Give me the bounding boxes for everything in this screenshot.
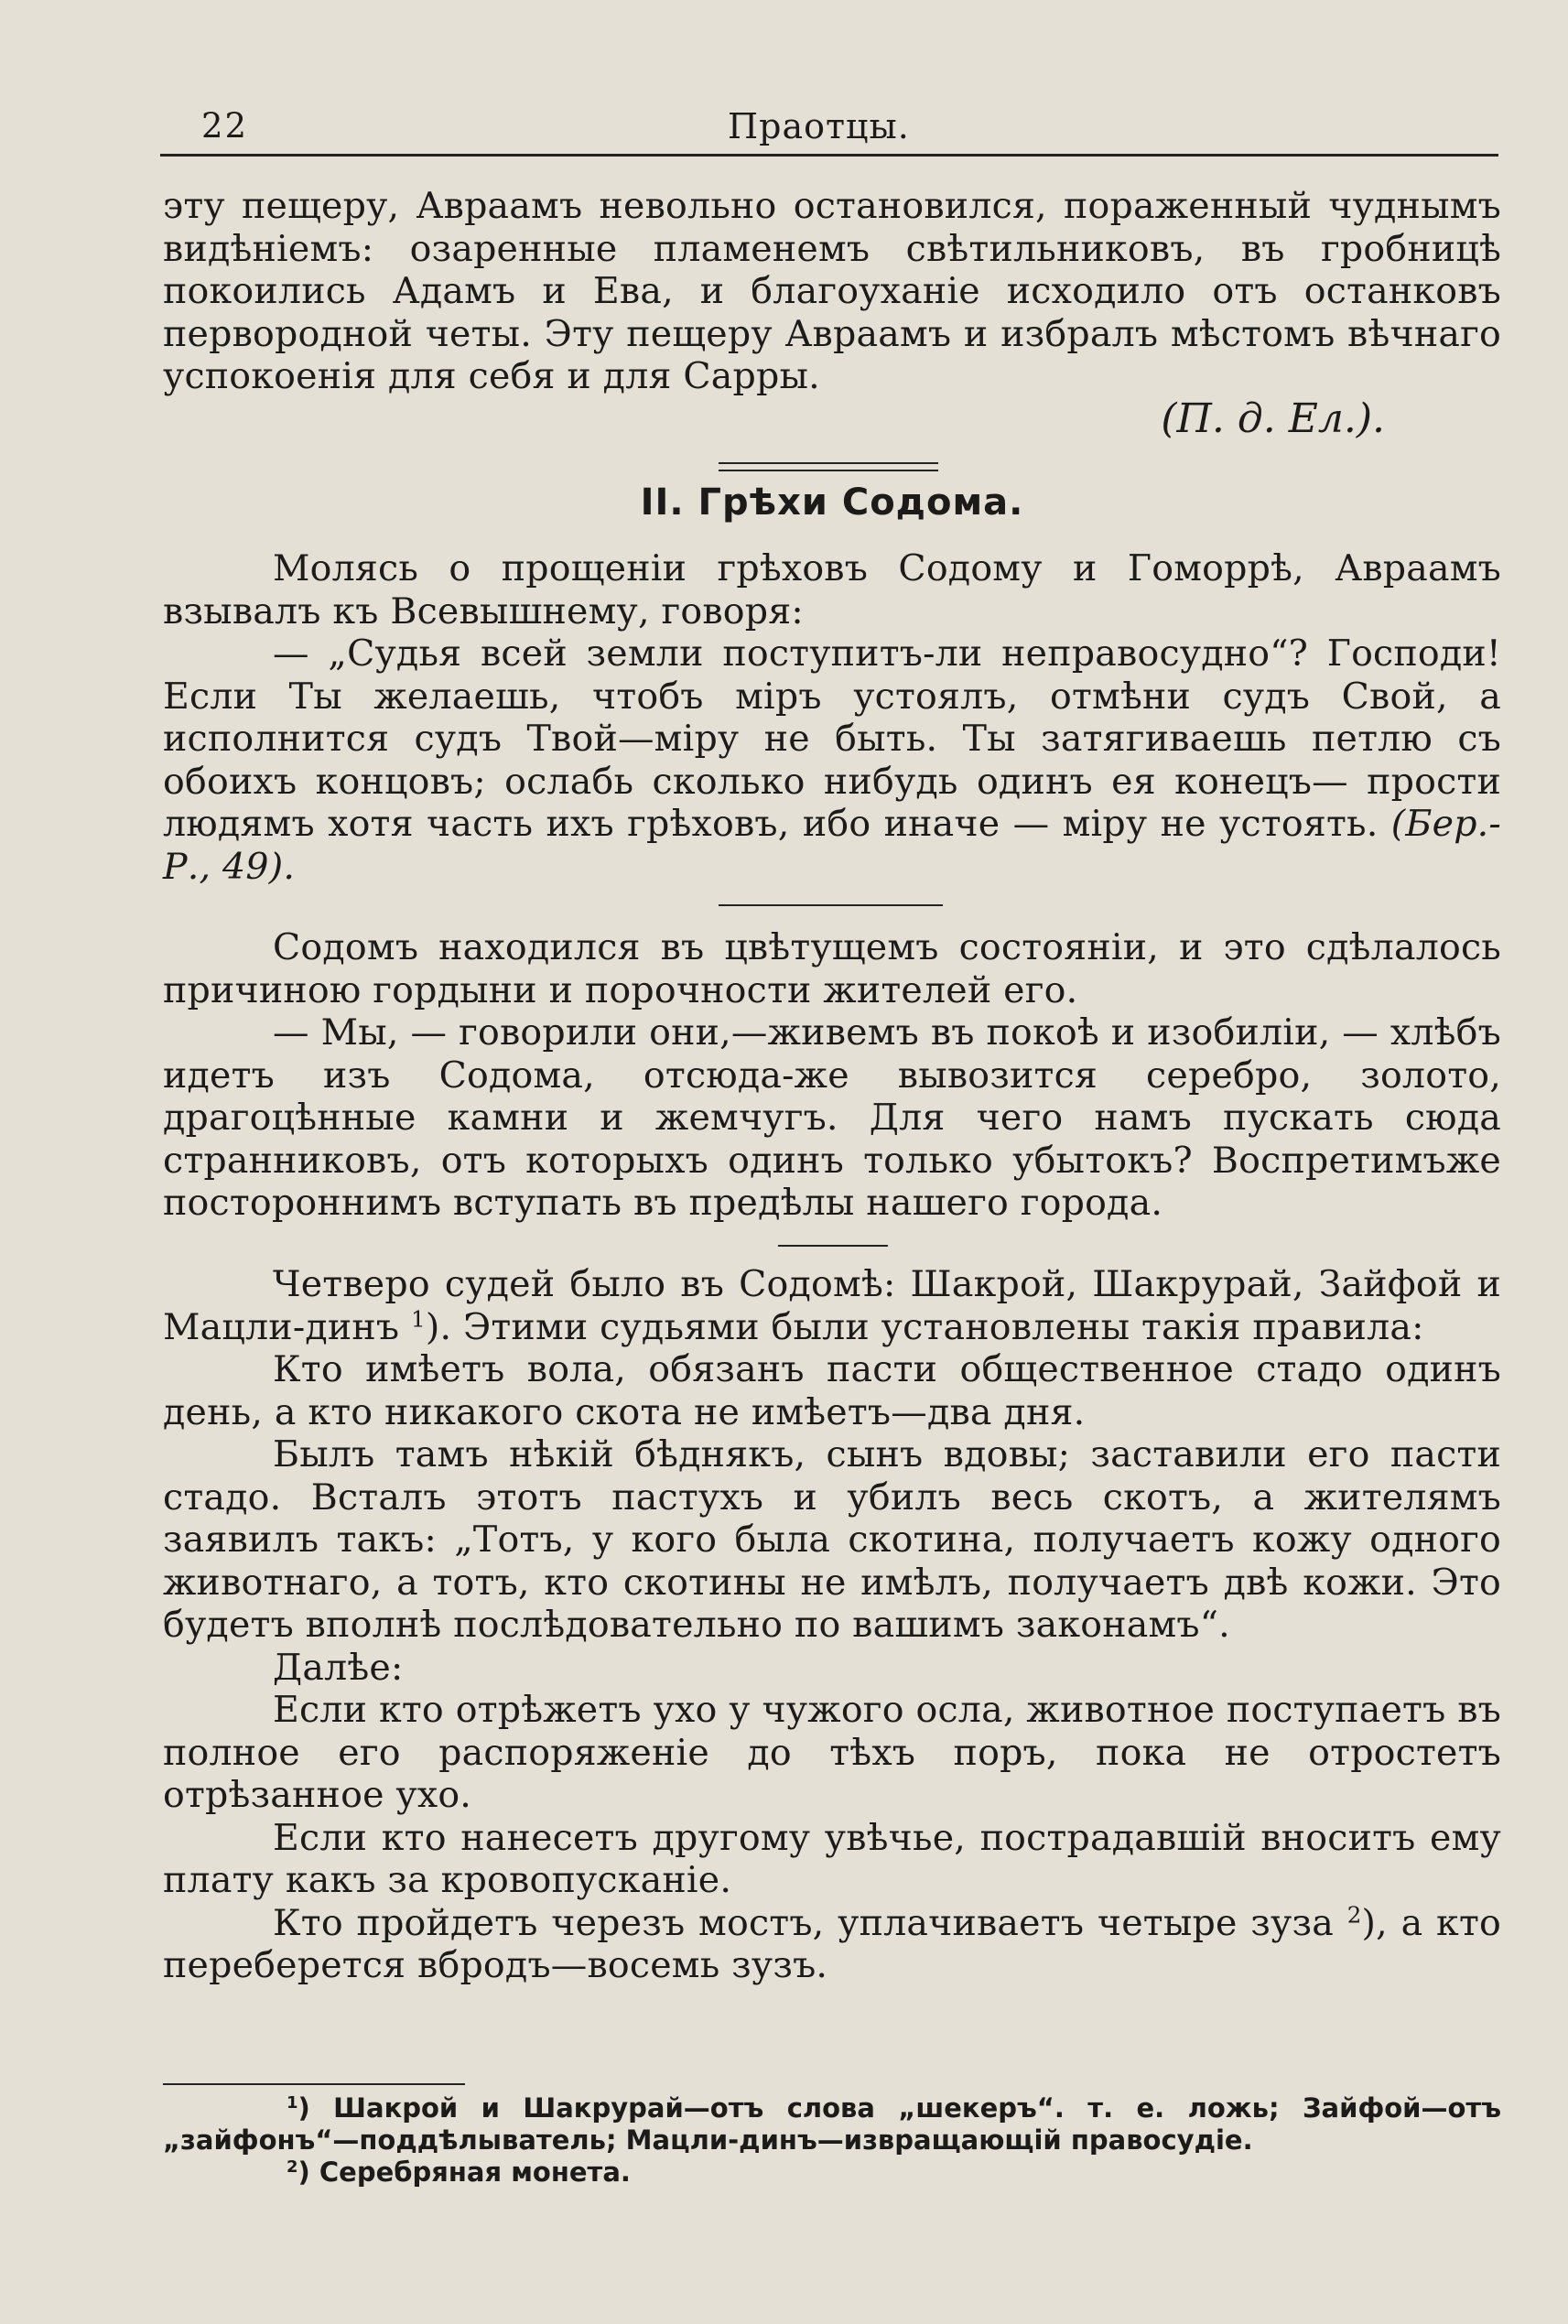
running-head	[160, 103, 1497, 157]
footnote-mark-2: 2	[1346, 1901, 1362, 1929]
ox-rule-paragraph: Кто имѣетъ вола, обязанъ пасти общественное стадо одинъ день, а кто никакого скота не имѣетъ—два дня.	[163, 1348, 1501, 1433]
footnote-1-text: ) Шакрой и Шакрурай—отъ слова „шекеръ“. т. е. ложь; Зайфой—отъ „зайфонъ“—поддѣлыватель; Мацли-динъ—извращающій правосудіе.	[163, 2092, 1501, 2156]
prayer-intro-paragraph: Молясь о прощеніи грѣховъ Содому и Гоморрѣ, Авраамъ взывалъ къ Всевышнему, говоря:	[163, 547, 1501, 632]
footnote-2-mark: 2	[287, 2157, 298, 2178]
footnote-rule	[163, 2083, 465, 2085]
section-sodom-prosperity	[163, 926, 1501, 1225]
cave-source-citation: (П. д. Ел.).	[1161, 395, 1385, 442]
section-cave-text	[163, 185, 1501, 398]
divider-rule	[778, 1245, 888, 1247]
bridge-text-before: Кто пройдетъ черезъ мостъ, уплачиваетъ четыре зуза	[273, 1901, 1334, 1944]
section-title: II. Грѣхи Содома.	[640, 481, 1024, 524]
judges-text-after: ). Этими судьями были установлены такія правила:	[425, 1305, 1424, 1348]
footnote-2-text: ) Серебряная монета.	[297, 2156, 631, 2188]
footnote-mark-1: 1	[411, 1305, 426, 1333]
donkey-ear-paragraph: Если кто отрѣжетъ ухо у чужого осла, животное поступаетъ въ полное его распоряженіе до тѣхъ поръ, пока не отростетъ отрѣзанное ухо.	[163, 1689, 1501, 1816]
section-divider-double	[719, 462, 938, 471]
header-rule	[160, 154, 1498, 157]
cave-paragraph: эту пещеру, Авраамъ невольно остановился, пораженный чуднымъ видѣніемъ: озаренные пламенемъ свѣтильниковъ, въ гробницѣ покоились Адамъ и Ева, и благоуханіе исходило отъ останковъ первородной четы. Эту пещеру Авраамъ и избралъ мѣстомъ вѣчнаго успокоенія для себя и для Сарры.	[163, 185, 1501, 397]
prayer-source-citation: (Бер.-Р., 49).	[163, 803, 1501, 888]
citizens-speech-paragraph: — Мы, — говорили они,—живемъ въ покоѣ и изобиліи, — хлѣбъ идетъ изъ Содома, отсюда-же вывозится серебро, золото, драгоцѣнные камни и жемчугъ. Для чего намъ пускать сюда странниковъ, отъ которыхъ одинъ только убытокъ? Воспретимъже постороннимъ вступать въ предѣлы нашего города.	[163, 1011, 1501, 1224]
running-title: Праотцы.	[728, 106, 910, 146]
footnote-1-mark: 1	[287, 2093, 298, 2113]
prayer-quote-text: — „Судья всей земли поступитъ-ли неправосудно“? Господи! Если Ты желаешь, чтобъ міръ устоялъ, отмѣни судъ Свой, а исполнится судъ Твой—міру не быть. Ты затягиваешь петлю съ обоихъ концовъ; ослабь сколько нибудь одинъ ея конецъ— прости людямъ хотя часть ихъ грѣховъ, ибо иначе — міру не устоять.	[163, 632, 1501, 845]
footnotes	[163, 2092, 1501, 2189]
section-judges	[163, 1263, 1501, 1987]
judges-text-before: Четверо судей было въ Содомѣ: Шакрой, Шакрурай, Зайфой и Мацли-динъ	[163, 1263, 1501, 1348]
section-prayer-text	[163, 547, 1501, 888]
bridge-toll-paragraph	[163, 1902, 1501, 1987]
page-number: 22	[201, 106, 249, 146]
prosperity-paragraph: Содомъ находился въ цвѣтущемъ состояніи, и это сдѣлалось причиною гордыни и порочности жителей его.	[163, 926, 1501, 1011]
footnote-2	[163, 2156, 1501, 2189]
footnote-1	[163, 2092, 1501, 2156]
divider-rule	[719, 904, 943, 906]
injury-paragraph: Если кто нанесетъ другому увѣчье, пострадавшій вноситъ ему плату какъ за кровопусканіе.	[163, 1816, 1501, 1901]
further-label: Далѣе:	[273, 1646, 404, 1689]
bridge-text-after: ), а кто переберется вбродъ—восемь зузъ.	[163, 1901, 1501, 1986]
prayer-quote-paragraph	[163, 632, 1501, 888]
poor-shepherd-paragraph: Былъ тамъ нѣкій бѣднякъ, сынъ вдовы; заставили его пасти стадо. Всталъ этотъ пастухъ и убилъ весь скотъ, а жителямъ заявилъ такъ: „Тотъ, у кого была скотина, получаетъ кожу одного животнаго, а тотъ, кто скотины не имѣлъ, получаетъ двѣ кожи. Это будетъ вполнѣ послѣдовательно по вашимъ законамъ“.	[163, 1433, 1501, 1646]
judges-paragraph	[163, 1263, 1501, 1348]
